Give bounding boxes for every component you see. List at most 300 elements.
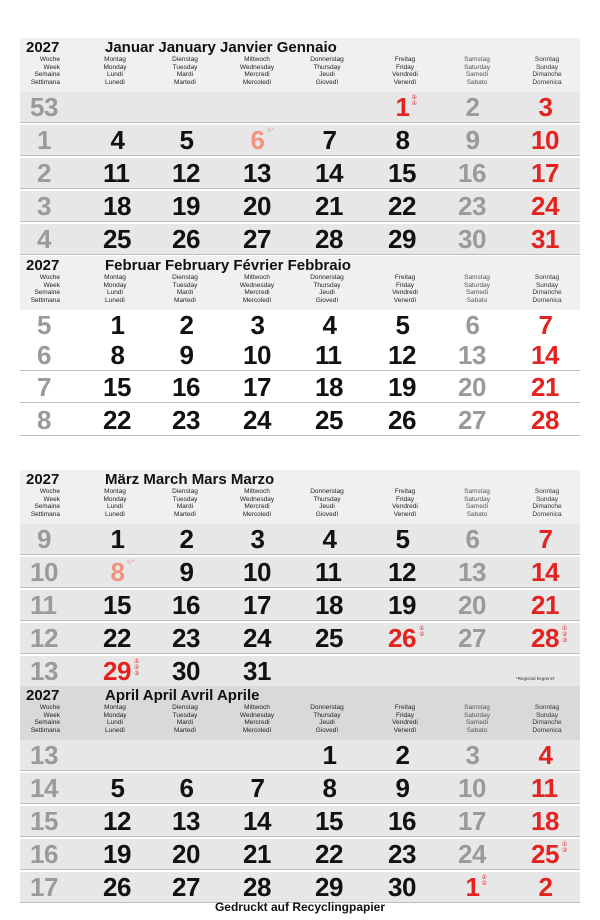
row-divider xyxy=(20,587,580,588)
weekday-name: Jeudi xyxy=(319,71,335,79)
day-number: 27 xyxy=(172,872,200,902)
day-number: 21 xyxy=(531,590,559,620)
weekday-name: Friday xyxy=(395,63,415,71)
holiday-marker-icon: ①* xyxy=(266,128,275,134)
day-number: 15 xyxy=(103,372,131,402)
day-number: 7 xyxy=(322,125,337,155)
weekday-header xyxy=(442,274,512,304)
day-number: 3 xyxy=(465,740,480,770)
row-divider xyxy=(20,122,580,123)
weekday-name: Lunedì xyxy=(105,726,125,734)
holiday-marker-icon: ① ② xyxy=(481,875,487,887)
weekday-header xyxy=(150,56,220,86)
week-number: 9 xyxy=(37,524,51,554)
weekday-name: Samedi xyxy=(465,719,489,727)
holiday-marker-icon: ① ② ③ xyxy=(562,626,568,644)
day-number: 13 xyxy=(243,158,271,188)
weekday-header xyxy=(292,488,362,518)
week-number: 10 xyxy=(30,557,58,587)
day-number: 28 xyxy=(243,872,271,902)
weekday-name: Sabato xyxy=(466,296,488,304)
year-label: 2027 xyxy=(26,257,60,274)
weekday-name: Giovedì xyxy=(315,296,339,304)
month-title: April April Avril Aprile xyxy=(105,687,260,704)
weekday-name: Vendredi xyxy=(392,289,418,297)
week-number: 53 xyxy=(30,92,58,122)
week-number: 3 xyxy=(37,191,51,221)
day-number: 7 xyxy=(538,524,553,554)
weekday-name: Wednesday xyxy=(239,281,275,289)
week-row xyxy=(0,622,600,654)
header-spacer xyxy=(20,470,580,487)
weekday-name: Saturday xyxy=(463,711,491,719)
day-number: 20 xyxy=(172,839,200,869)
weekday-name: Freitag xyxy=(394,56,416,63)
week-header-line: Woche xyxy=(39,704,60,711)
weekday-header xyxy=(292,704,362,734)
row-divider xyxy=(20,155,580,156)
day-number: 11 xyxy=(315,557,342,587)
holiday-marker-icon: ①* xyxy=(126,560,135,566)
weekday-name: Montag xyxy=(104,56,126,63)
weekday-name: Friday xyxy=(395,281,415,289)
day-number: 12 xyxy=(172,158,200,188)
header-spacer xyxy=(20,38,580,55)
week-row xyxy=(0,838,600,870)
month-header xyxy=(0,256,600,310)
weekday-name: Sonntag xyxy=(534,56,560,63)
year-label: 2027 xyxy=(26,687,60,704)
day-number: 11 xyxy=(531,773,558,803)
day-number: 22 xyxy=(103,623,131,653)
week-number: 5 xyxy=(37,310,51,340)
week-header-line: Settimana xyxy=(30,78,60,86)
week-number: 14 xyxy=(30,773,58,803)
weekday-header xyxy=(512,274,582,304)
weekday-name: Friday xyxy=(395,711,415,719)
day-number: 12 xyxy=(388,557,416,587)
weekday-name: Lundi xyxy=(107,719,123,727)
week-column-header xyxy=(20,488,60,518)
day-number: 3 xyxy=(250,524,265,554)
week-header-line: Settimana xyxy=(30,296,60,304)
weekday-name: Mittwoch xyxy=(244,488,270,495)
weekday-name: Thursday xyxy=(313,495,341,503)
day-number: 23 xyxy=(172,405,200,435)
day-number: 24 xyxy=(531,191,559,221)
day-number: 5 xyxy=(110,773,125,803)
weekday-name: Sabato xyxy=(466,510,488,518)
year-label: 2027 xyxy=(26,471,60,488)
day-number: 26 xyxy=(172,224,200,254)
weekday-header xyxy=(80,56,150,86)
week-row xyxy=(0,190,600,222)
weekday-header xyxy=(370,488,440,518)
weekday-name: Lunedì xyxy=(105,78,125,86)
week-header-line: Week xyxy=(43,495,60,503)
weekday-name: Mercredi xyxy=(244,71,270,79)
weekday-header xyxy=(370,56,440,86)
weekday-name: Dienstag xyxy=(172,56,198,63)
day-number: 9 xyxy=(179,557,194,587)
week-row xyxy=(0,805,600,837)
weekday-name: Mittwoch xyxy=(244,56,270,63)
weekday-header xyxy=(80,704,150,734)
weekday-name: Mercredi xyxy=(244,289,270,297)
day-number: 18 xyxy=(315,590,343,620)
weekday-name: Sabato xyxy=(466,726,488,734)
week-header-line: Woche xyxy=(39,56,60,63)
weekday-name: Mercoledì xyxy=(242,296,272,304)
day-number: 13 xyxy=(458,557,486,587)
weekday-name: Dimanche xyxy=(532,503,562,511)
day-number: 6 xyxy=(179,773,194,803)
day-number: 18 xyxy=(315,372,343,402)
weekday-name: Martedì xyxy=(173,726,197,734)
weekday-header xyxy=(150,488,220,518)
weekday-header xyxy=(442,704,512,734)
weekday-name: Jeudi xyxy=(319,503,335,511)
weekday-name: Venerdì xyxy=(393,510,417,518)
day-number: 6 xyxy=(250,125,265,155)
week-number: 1 xyxy=(37,125,51,155)
header-spacer xyxy=(20,256,580,273)
day-number: 8 xyxy=(395,125,410,155)
day-number: 17 xyxy=(243,590,271,620)
day-number: 23 xyxy=(388,839,416,869)
weekday-name: Tuesday xyxy=(172,281,198,289)
week-header-line: Week xyxy=(43,711,60,719)
week-column-header xyxy=(20,274,60,304)
weekday-name: Mittwoch xyxy=(244,704,270,711)
month-header xyxy=(0,470,600,524)
weekday-name: Domenica xyxy=(532,296,562,304)
row-divider xyxy=(20,803,580,804)
weekday-name: Domenica xyxy=(532,726,562,734)
day-number: 27 xyxy=(243,224,271,254)
week-row xyxy=(0,157,600,189)
weekday-header xyxy=(80,488,150,518)
weekday-name: Tuesday xyxy=(172,711,198,719)
week-header-line: Week xyxy=(43,281,60,289)
weekday-name: Sonntag xyxy=(534,488,560,495)
row-background xyxy=(20,557,580,587)
day-number: 16 xyxy=(458,158,486,188)
week-row xyxy=(0,556,600,588)
day-number: 21 xyxy=(243,839,271,869)
week-number: 13 xyxy=(30,656,58,686)
weekday-name: Donnerstag xyxy=(310,704,344,711)
row-background xyxy=(20,340,580,370)
weekday-header xyxy=(442,488,512,518)
month-title: Januar January Janvier Gennaio xyxy=(105,39,337,56)
day-number: 24 xyxy=(458,839,486,869)
day-number: 2 xyxy=(465,92,480,122)
day-number: 4 xyxy=(322,524,337,554)
week-row xyxy=(0,309,600,341)
weekday-name: Lundi xyxy=(107,71,123,79)
weekday-name: Freitag xyxy=(394,274,416,281)
weekday-name: Dimanche xyxy=(532,719,562,727)
row-divider xyxy=(20,554,580,555)
day-number: 27 xyxy=(458,623,486,653)
week-row xyxy=(0,871,600,903)
day-number: 20 xyxy=(458,372,486,402)
weekday-name: Mardi xyxy=(176,289,194,297)
weekday-name: Freitag xyxy=(394,488,416,495)
weekday-name: Dimanche xyxy=(532,71,562,79)
day-number: 10 xyxy=(243,340,271,370)
weekday-name: Mercoledì xyxy=(242,78,272,86)
day-number: 25 xyxy=(315,623,343,653)
week-header-line: Semaine xyxy=(34,503,60,511)
day-number: 21 xyxy=(315,191,343,221)
header-spacer xyxy=(20,686,580,703)
day-number: 7 xyxy=(250,773,265,803)
day-number: 14 xyxy=(531,340,559,370)
day-number: 4 xyxy=(322,310,337,340)
day-number: 28 xyxy=(531,405,559,435)
day-number: 29 xyxy=(388,224,416,254)
week-header-line: Week xyxy=(43,63,60,71)
day-number: 22 xyxy=(388,191,416,221)
week-row xyxy=(0,124,600,156)
weekday-name: Sunday xyxy=(535,281,559,289)
day-number: 30 xyxy=(172,656,200,686)
day-number: 29 xyxy=(103,656,131,686)
weekday-name: Lunedì xyxy=(105,510,125,518)
day-number: 2 xyxy=(395,740,410,770)
weekday-name: Saturday xyxy=(463,281,491,289)
day-number: 8 xyxy=(322,773,337,803)
row-background xyxy=(20,740,580,770)
week-column-header xyxy=(20,704,60,734)
weekday-name: Venerdì xyxy=(393,296,417,304)
day-number: 1 xyxy=(395,92,410,122)
weekday-name: Sunday xyxy=(535,495,559,503)
weekday-name: Monday xyxy=(103,495,127,503)
holiday-marker-icon: ① ② ③ xyxy=(134,659,140,677)
week-number: 17 xyxy=(30,872,58,902)
day-number: 30 xyxy=(458,224,486,254)
weekday-name: Domenica xyxy=(532,78,562,86)
day-number: 9 xyxy=(395,773,410,803)
day-number: 17 xyxy=(531,158,559,188)
day-number: 8 xyxy=(110,340,125,370)
day-number: 14 xyxy=(531,557,559,587)
week-number: 11 xyxy=(30,590,57,620)
weekday-name: Saturday xyxy=(463,495,491,503)
row-background xyxy=(20,92,580,122)
weekday-name: Wednesday xyxy=(239,711,275,719)
weekday-header xyxy=(150,274,220,304)
day-number: 5 xyxy=(395,310,410,340)
weekday-name: Venerdì xyxy=(393,78,417,86)
week-number: 16 xyxy=(30,839,58,869)
week-row xyxy=(0,223,600,255)
weekday-name: Martedì xyxy=(173,78,197,86)
weekday-name: Mardi xyxy=(176,719,194,727)
weekday-name: Sunday xyxy=(535,63,559,71)
weekday-name: Thursday xyxy=(313,63,341,71)
weekday-header xyxy=(512,704,582,734)
weekday-name: Jeudi xyxy=(319,719,335,727)
week-row xyxy=(0,739,600,771)
weekday-name: Mardi xyxy=(176,503,194,511)
holiday-marker-icon: ① ② xyxy=(562,842,568,854)
week-header-line: Woche xyxy=(39,274,60,281)
weekday-name: Martedì xyxy=(173,510,197,518)
footer-recycling-text: Gedruckt auf Recyclingpapier xyxy=(214,900,386,914)
weekday-name: Samstag xyxy=(464,274,490,281)
day-number: 18 xyxy=(103,191,131,221)
weekday-name: Samstag xyxy=(464,56,490,63)
day-number: 13 xyxy=(172,806,200,836)
weekday-name: Giovedì xyxy=(315,510,339,518)
day-number: 2 xyxy=(538,872,553,902)
day-number: 16 xyxy=(388,806,416,836)
weekday-name: Mardi xyxy=(176,71,194,79)
weekday-name: Samedi xyxy=(465,71,489,79)
day-number: 31 xyxy=(531,224,559,254)
day-number: 1 xyxy=(465,872,480,902)
month-header xyxy=(0,686,600,740)
day-number: 24 xyxy=(243,405,271,435)
weekday-name: Dienstag xyxy=(172,704,198,711)
weekday-header xyxy=(80,274,150,304)
day-number: 28 xyxy=(315,224,343,254)
weekday-name: Giovedì xyxy=(315,78,339,86)
day-number: 31 xyxy=(243,656,271,686)
weekday-name: Donnerstag xyxy=(310,56,344,63)
row-divider xyxy=(20,770,580,771)
day-number: 26 xyxy=(103,872,131,902)
day-number: 8 xyxy=(110,557,125,587)
weekday-header xyxy=(292,274,362,304)
weekday-name: Friday xyxy=(395,495,415,503)
holiday-marker-icon: ① ② xyxy=(411,95,417,107)
day-number: 15 xyxy=(315,806,343,836)
weekday-header xyxy=(150,704,220,734)
day-number: 19 xyxy=(103,839,131,869)
weekday-name: Sunday xyxy=(535,711,559,719)
day-number: 15 xyxy=(103,590,131,620)
day-number: 19 xyxy=(388,590,416,620)
day-number: 19 xyxy=(388,372,416,402)
week-header-line: Semaine xyxy=(34,71,60,79)
day-number: 2 xyxy=(179,310,194,340)
weekday-header xyxy=(222,488,292,518)
day-number: 12 xyxy=(103,806,131,836)
week-header-line: Semaine xyxy=(34,719,60,727)
weekday-name: Dienstag xyxy=(172,274,198,281)
week-number: 15 xyxy=(30,806,58,836)
day-number: 27 xyxy=(458,405,486,435)
month-title: Februar February Février Febbraio xyxy=(105,257,351,274)
day-number: 4 xyxy=(538,740,553,770)
day-number: 1 xyxy=(110,310,125,340)
day-number: 21 xyxy=(531,372,559,402)
weekday-name: Monday xyxy=(103,711,127,719)
row-background xyxy=(20,125,580,155)
week-column-header xyxy=(20,56,60,86)
weekday-header xyxy=(292,56,362,86)
weekday-name: Montag xyxy=(104,274,126,281)
weekday-name: Tuesday xyxy=(172,495,198,503)
week-number: 7 xyxy=(37,372,51,402)
weekday-header xyxy=(512,488,582,518)
week-number: 6 xyxy=(37,340,51,370)
month-header xyxy=(0,38,600,92)
day-number: 4 xyxy=(110,125,125,155)
day-number: 17 xyxy=(243,372,271,402)
weekday-header xyxy=(222,274,292,304)
weekday-name: Wednesday xyxy=(239,63,275,71)
weekday-name: Giovedì xyxy=(315,726,339,734)
weekday-name: Vendredi xyxy=(392,719,418,727)
weekday-name: Mercoledì xyxy=(242,510,272,518)
day-number: 3 xyxy=(250,310,265,340)
week-row xyxy=(0,404,600,436)
weekday-name: Saturday xyxy=(463,63,491,71)
day-number: 22 xyxy=(315,839,343,869)
day-number: 25 xyxy=(315,405,343,435)
day-number: 6 xyxy=(465,524,480,554)
weekday-name: Vendredi xyxy=(392,503,418,511)
weekday-name: Monday xyxy=(103,63,127,71)
day-number: 18 xyxy=(531,806,559,836)
year-label: 2027 xyxy=(26,39,60,56)
day-number: 3 xyxy=(538,92,553,122)
day-number: 14 xyxy=(243,806,271,836)
day-number: 5 xyxy=(179,125,194,155)
week-number: 8 xyxy=(37,405,51,435)
day-number: 9 xyxy=(465,125,480,155)
weekday-name: Sabato xyxy=(466,78,488,86)
row-background xyxy=(20,773,580,803)
day-number: 25 xyxy=(103,224,131,254)
week-header-line: Settimana xyxy=(30,726,60,734)
day-number: 25 xyxy=(531,839,559,869)
weekday-name: Jeudi xyxy=(319,289,335,297)
weekday-name: Donnerstag xyxy=(310,488,344,495)
week-row xyxy=(0,772,600,804)
weekday-name: Domenica xyxy=(532,510,562,518)
weekday-name: Sonntag xyxy=(534,704,560,711)
weekday-header xyxy=(370,274,440,304)
day-number: 23 xyxy=(458,191,486,221)
week-row xyxy=(0,655,600,687)
day-number: 28 xyxy=(531,623,559,653)
weekday-name: Samstag xyxy=(464,488,490,495)
week-row xyxy=(0,371,600,403)
day-number: 23 xyxy=(172,623,200,653)
week-header-line: Woche xyxy=(39,488,60,495)
weekday-name: Tuesday xyxy=(172,63,198,71)
day-number: 17 xyxy=(458,806,486,836)
weekday-name: Thursday xyxy=(313,281,341,289)
weekday-name: Dimanche xyxy=(532,289,562,297)
week-header-line: Semaine xyxy=(34,289,60,297)
day-number: 11 xyxy=(315,340,342,370)
weekday-name: Montag xyxy=(104,488,126,495)
day-number: 22 xyxy=(103,405,131,435)
weekday-name: Thursday xyxy=(313,711,341,719)
weekday-name: Samedi xyxy=(465,503,489,511)
row-background xyxy=(20,524,580,554)
day-number: 16 xyxy=(172,372,200,402)
day-number: 26 xyxy=(388,623,416,653)
